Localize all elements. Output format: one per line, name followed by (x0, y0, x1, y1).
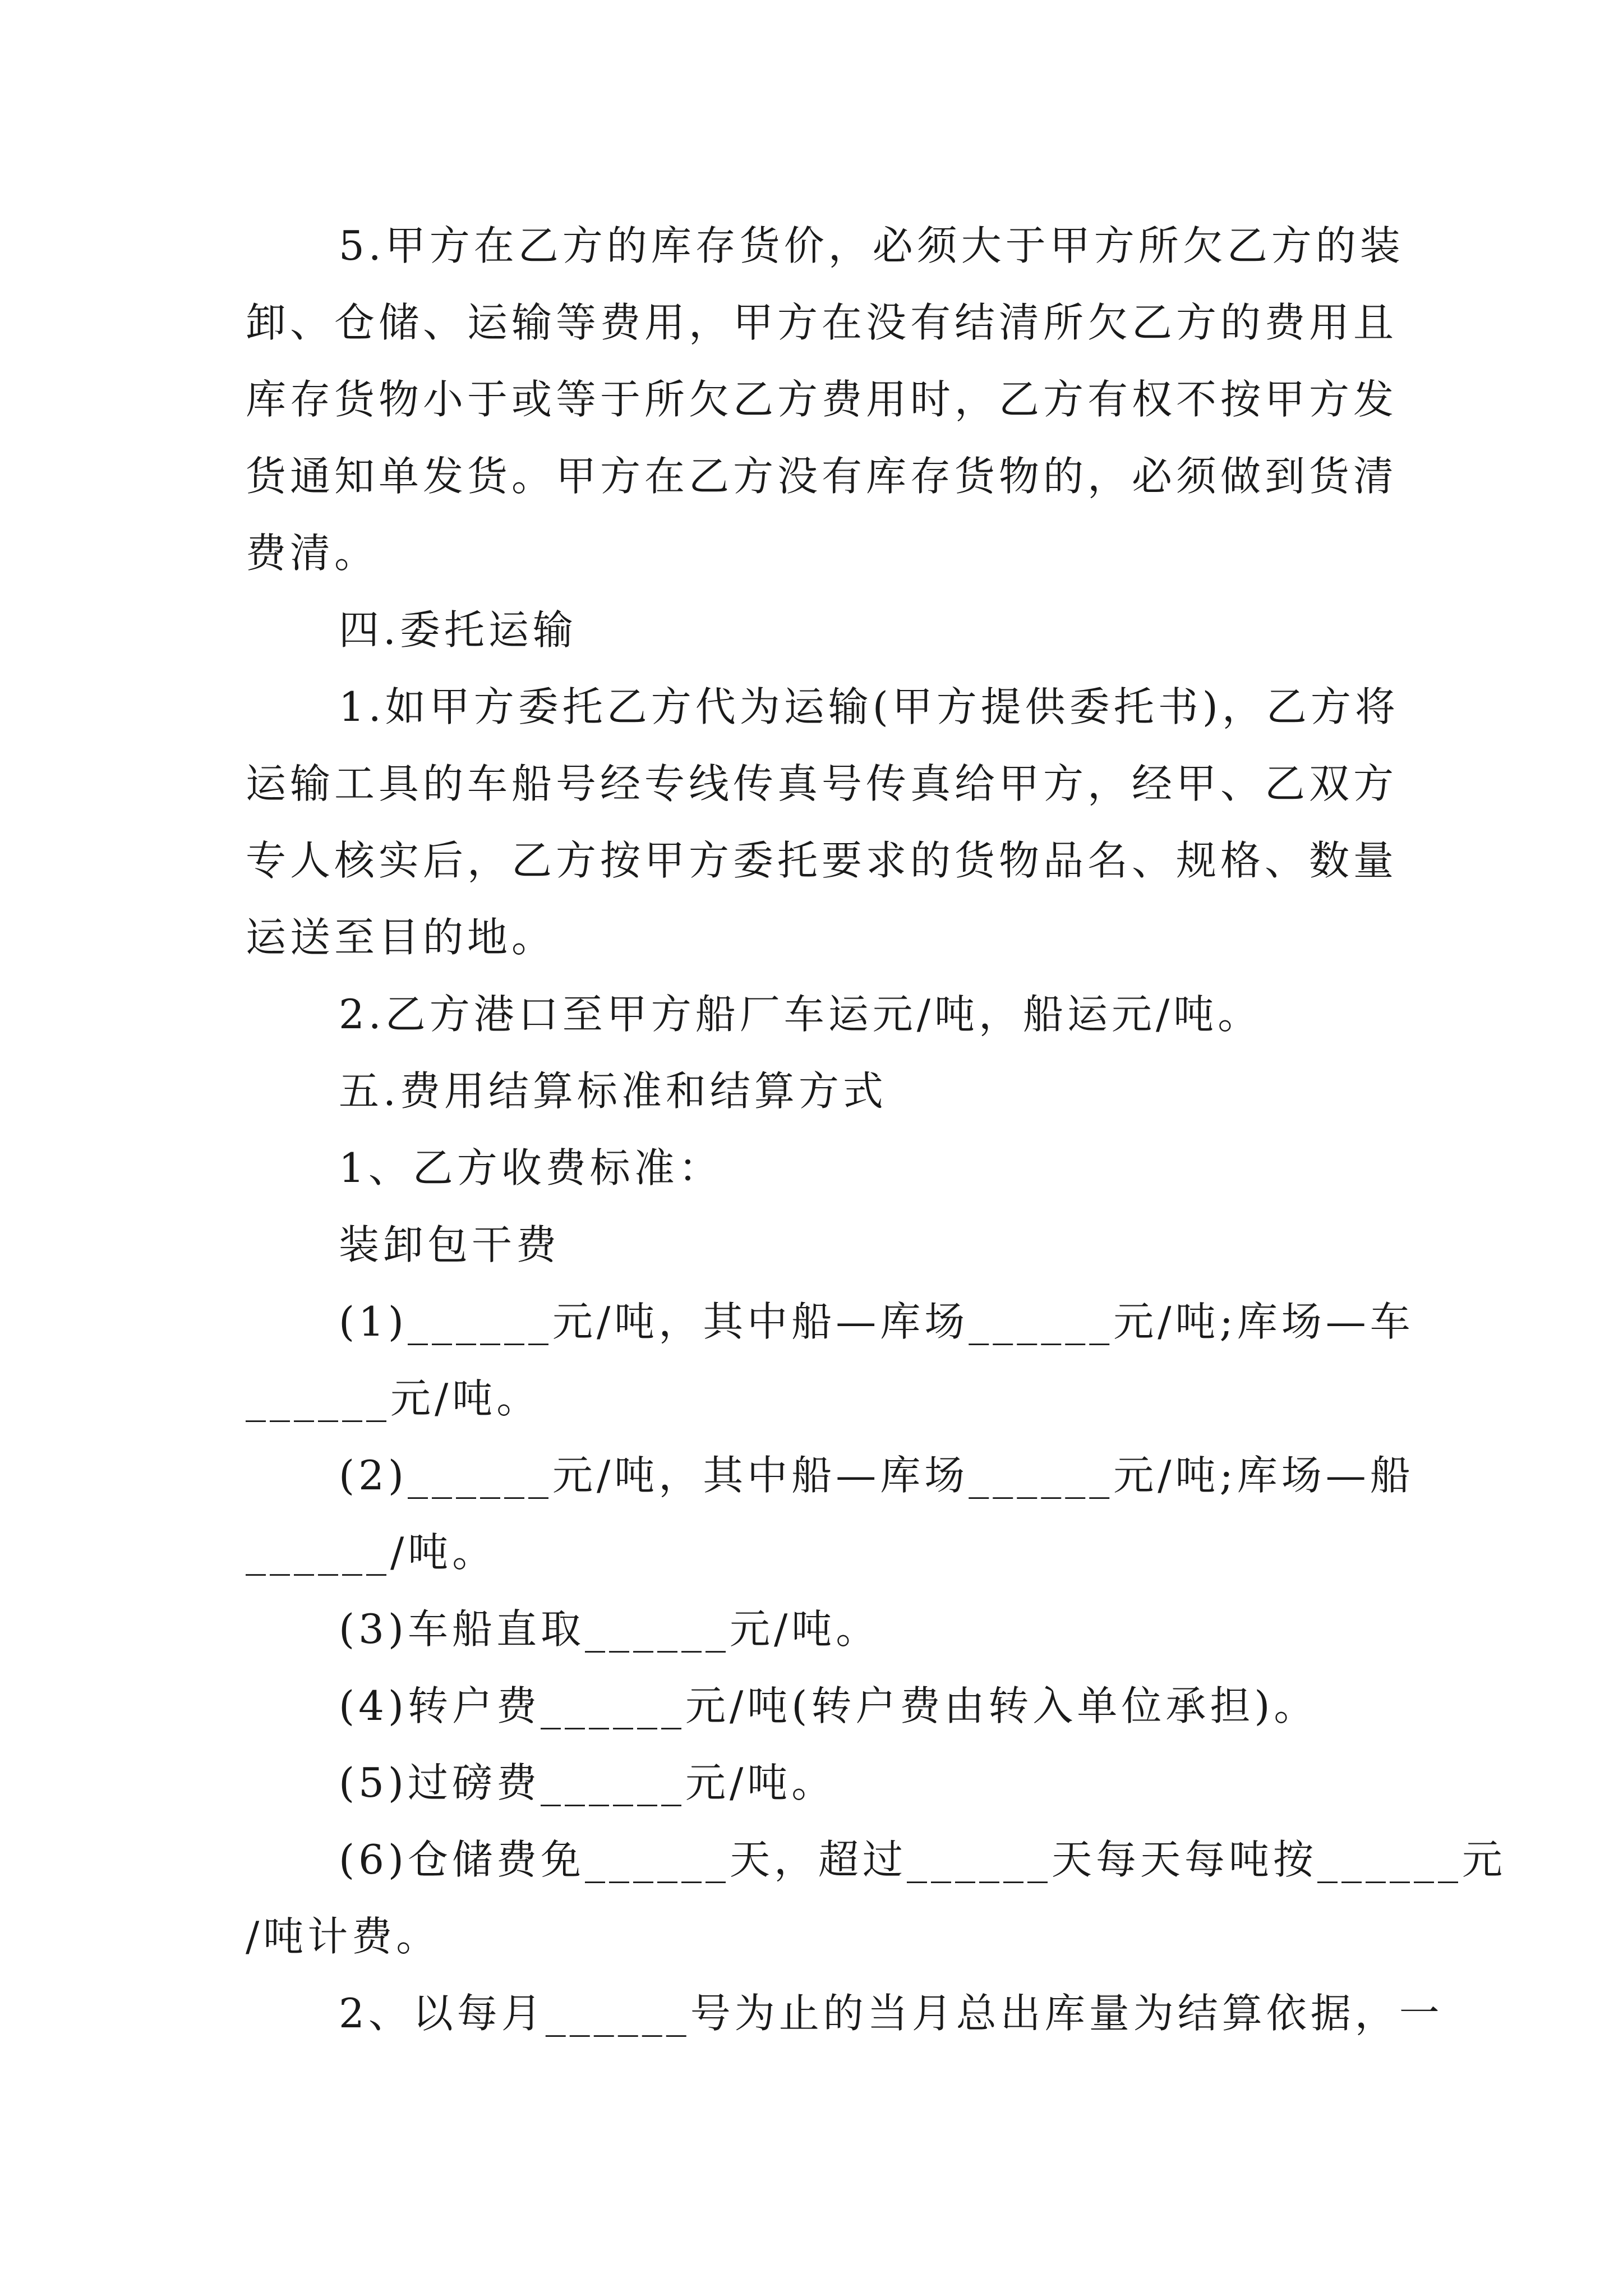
paragraph-line: 运输工具的车船号经专线传真号传真给甲方，经甲、乙双方 (246, 760, 1398, 807)
paragraph-line: (2)______元/吨，其中船—库场______元/吨;库场—船 (339, 1452, 1414, 1499)
paragraph-line: 装卸包干费 (339, 1221, 561, 1268)
paragraph-line: (6)仓储费免______天，超过______天每天每吨按______元 (339, 1836, 1506, 1883)
paragraph-line: ______元/吨。 (246, 1375, 541, 1422)
paragraph-line: (3)车船直取______元/吨。 (339, 1605, 880, 1653)
paragraph-line: (1)______元/吨，其中船—库场______元/吨;库场—车 (339, 1298, 1414, 1345)
paragraph-line: 1、乙方收费标准： (339, 1144, 723, 1191)
paragraph-line: 专人核实后，乙方按甲方委托要求的货物品名、规格、数量 (246, 837, 1398, 884)
section-heading: 五.费用结算标准和结算方式 (339, 1068, 887, 1115)
section-heading: 四.委托运输 (339, 606, 577, 654)
paragraph-line: 货通知单发货。甲方在乙方没有库存货物的，必须做到货清 (246, 453, 1398, 500)
paragraph-line: (5)过磅费______元/吨。 (339, 1759, 836, 1806)
paragraph-line: (4)转户费______元/吨(转户费由转入单位承担)。 (339, 1682, 1318, 1729)
paragraph-line: 2.乙方港口至甲方船厂车运元/吨，船运元/吨。 (339, 991, 1262, 1038)
paragraph-line: 1.如甲方委托乙方代为运输(甲方提供委托书)，乙方将 (339, 683, 1399, 730)
paragraph-line: 库存货物小于或等于所欠乙方费用时，乙方有权不按甲方发 (246, 376, 1398, 423)
paragraph-line: ______/吨。 (246, 1529, 497, 1576)
paragraph-line: 运送至目的地。 (246, 914, 556, 961)
paragraph-line: 卸、仓储、运输等费用，甲方在没有结清所欠乙方的费用且 (246, 299, 1398, 346)
paragraph-line: /吨计费。 (246, 1913, 441, 1960)
paragraph-line: 费清。 (246, 530, 379, 577)
paragraph-line: 2、以每月______号为止的当月总出库量为结算依据，一 (339, 1990, 1444, 2037)
paragraph-line: 5.甲方在乙方的库存货价，必须大于甲方所欠乙方的装 (339, 222, 1404, 269)
